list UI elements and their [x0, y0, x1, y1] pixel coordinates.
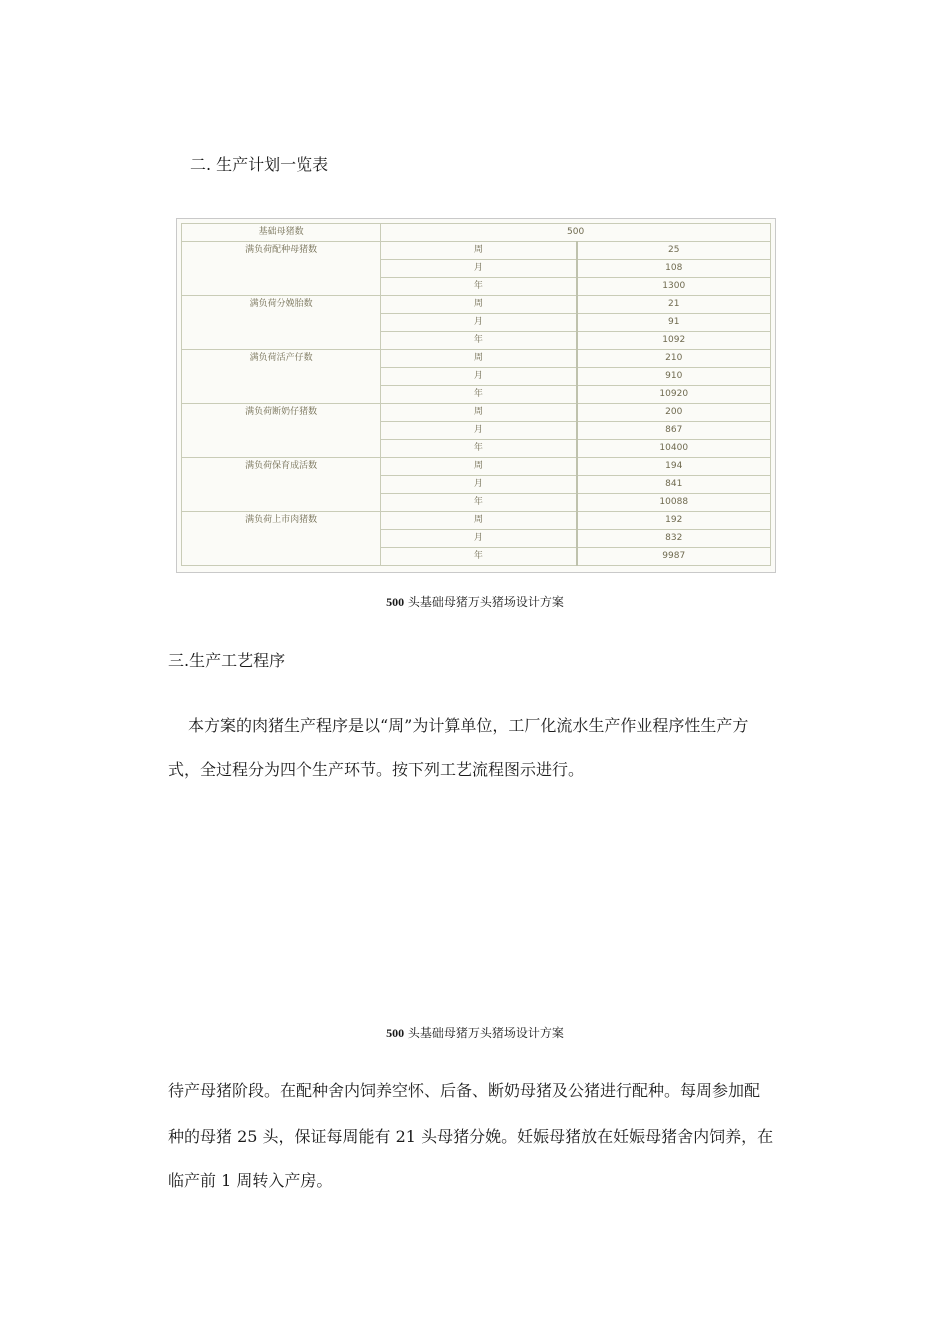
- production-plan-table-image: [176, 218, 776, 573]
- paragraph-line: 本方案的肉猪生产程序是以“周”为计算单位，工厂化流水生产作业程序性生产方: [188, 716, 749, 735]
- period-unit: 月: [381, 476, 577, 494]
- metric-label: 满负荷配种母猪数: [182, 242, 381, 296]
- period-unit: 月: [381, 260, 577, 278]
- paragraph-line: 种的母猪 25 头，保证每周能有 21 头母猪分娩。妊娠母猪放在妊娠母猪舍内饲养，在: [168, 1127, 774, 1146]
- period-unit: 周: [381, 458, 577, 476]
- table-header-row: [182, 224, 771, 242]
- table-row: [182, 350, 771, 368]
- period-unit: 月: [381, 422, 577, 440]
- metric-value: 1092: [577, 332, 771, 350]
- metric-label: 满负荷活产仔数: [182, 350, 381, 404]
- metric-value: 832: [577, 530, 771, 548]
- caption-text: 头基础母猪万头猪场设计方案: [404, 595, 564, 609]
- metric-value: 194: [577, 458, 771, 476]
- table-header-value: 500: [381, 224, 771, 242]
- metric-value: 192: [577, 512, 771, 530]
- period-unit: 周: [381, 512, 577, 530]
- metric-value: 108: [577, 260, 771, 278]
- period-unit: 周: [381, 296, 577, 314]
- period-unit: 年: [381, 278, 577, 296]
- metric-value: 910: [577, 368, 771, 386]
- caption-number: 500: [386, 595, 405, 609]
- metric-label: 满负荷上市肉猪数: [182, 512, 381, 566]
- metric-value: 210: [577, 350, 771, 368]
- page-header-caption: [0, 1024, 950, 1041]
- metric-value: 10920: [577, 386, 771, 404]
- period-unit: 年: [381, 440, 577, 458]
- metric-value: 200: [577, 404, 771, 422]
- caption-number: 500: [386, 1026, 405, 1040]
- metric-value: 841: [577, 476, 771, 494]
- period-unit: 年: [381, 386, 577, 404]
- period-unit: 年: [381, 548, 577, 566]
- metric-value: 25: [577, 242, 771, 260]
- metric-value: 1300: [577, 278, 771, 296]
- metric-label: 满负荷断奶仔猪数: [182, 404, 381, 458]
- production-plan-table: [181, 223, 771, 566]
- metric-value: 21: [577, 296, 771, 314]
- table-row: [182, 458, 771, 476]
- metric-value: 10400: [577, 440, 771, 458]
- table-row: [182, 296, 771, 314]
- period-unit: 年: [381, 494, 577, 512]
- section-title-production-plan: 二. 生产计划一览表: [190, 155, 329, 174]
- period-unit: 周: [381, 350, 577, 368]
- section-title-process: 三.生产工艺程序: [168, 651, 286, 670]
- figure-caption: [0, 593, 950, 610]
- table-row: [182, 512, 771, 530]
- metric-value: 9987: [577, 548, 771, 566]
- period-unit: 年: [381, 332, 577, 350]
- table-row: [182, 242, 771, 260]
- paragraph-line: 待产母猪阶段。在配种舍内饲养空怀、后备、断奶母猪及公猪进行配种。每周参加配: [168, 1081, 761, 1100]
- period-unit: 周: [381, 242, 577, 260]
- table-row: [182, 404, 771, 422]
- metric-label: 满负荷保育成活数: [182, 458, 381, 512]
- metric-value: 10088: [577, 494, 771, 512]
- period-unit: 月: [381, 368, 577, 386]
- metric-label: 满负荷分娩胎数: [182, 296, 381, 350]
- paragraph-line: 式，全过程分为四个生产环节。按下列工艺流程图示进行。: [168, 760, 585, 779]
- period-unit: 月: [381, 314, 577, 332]
- paragraph-line: 临产前 1 周转入产房。: [168, 1171, 333, 1190]
- caption-text: 头基础母猪万头猪场设计方案: [404, 1026, 564, 1040]
- period-unit: 月: [381, 530, 577, 548]
- metric-value: 867: [577, 422, 771, 440]
- metric-value: 91: [577, 314, 771, 332]
- table-header-label: 基础母猪数: [182, 224, 381, 242]
- period-unit: 周: [381, 404, 577, 422]
